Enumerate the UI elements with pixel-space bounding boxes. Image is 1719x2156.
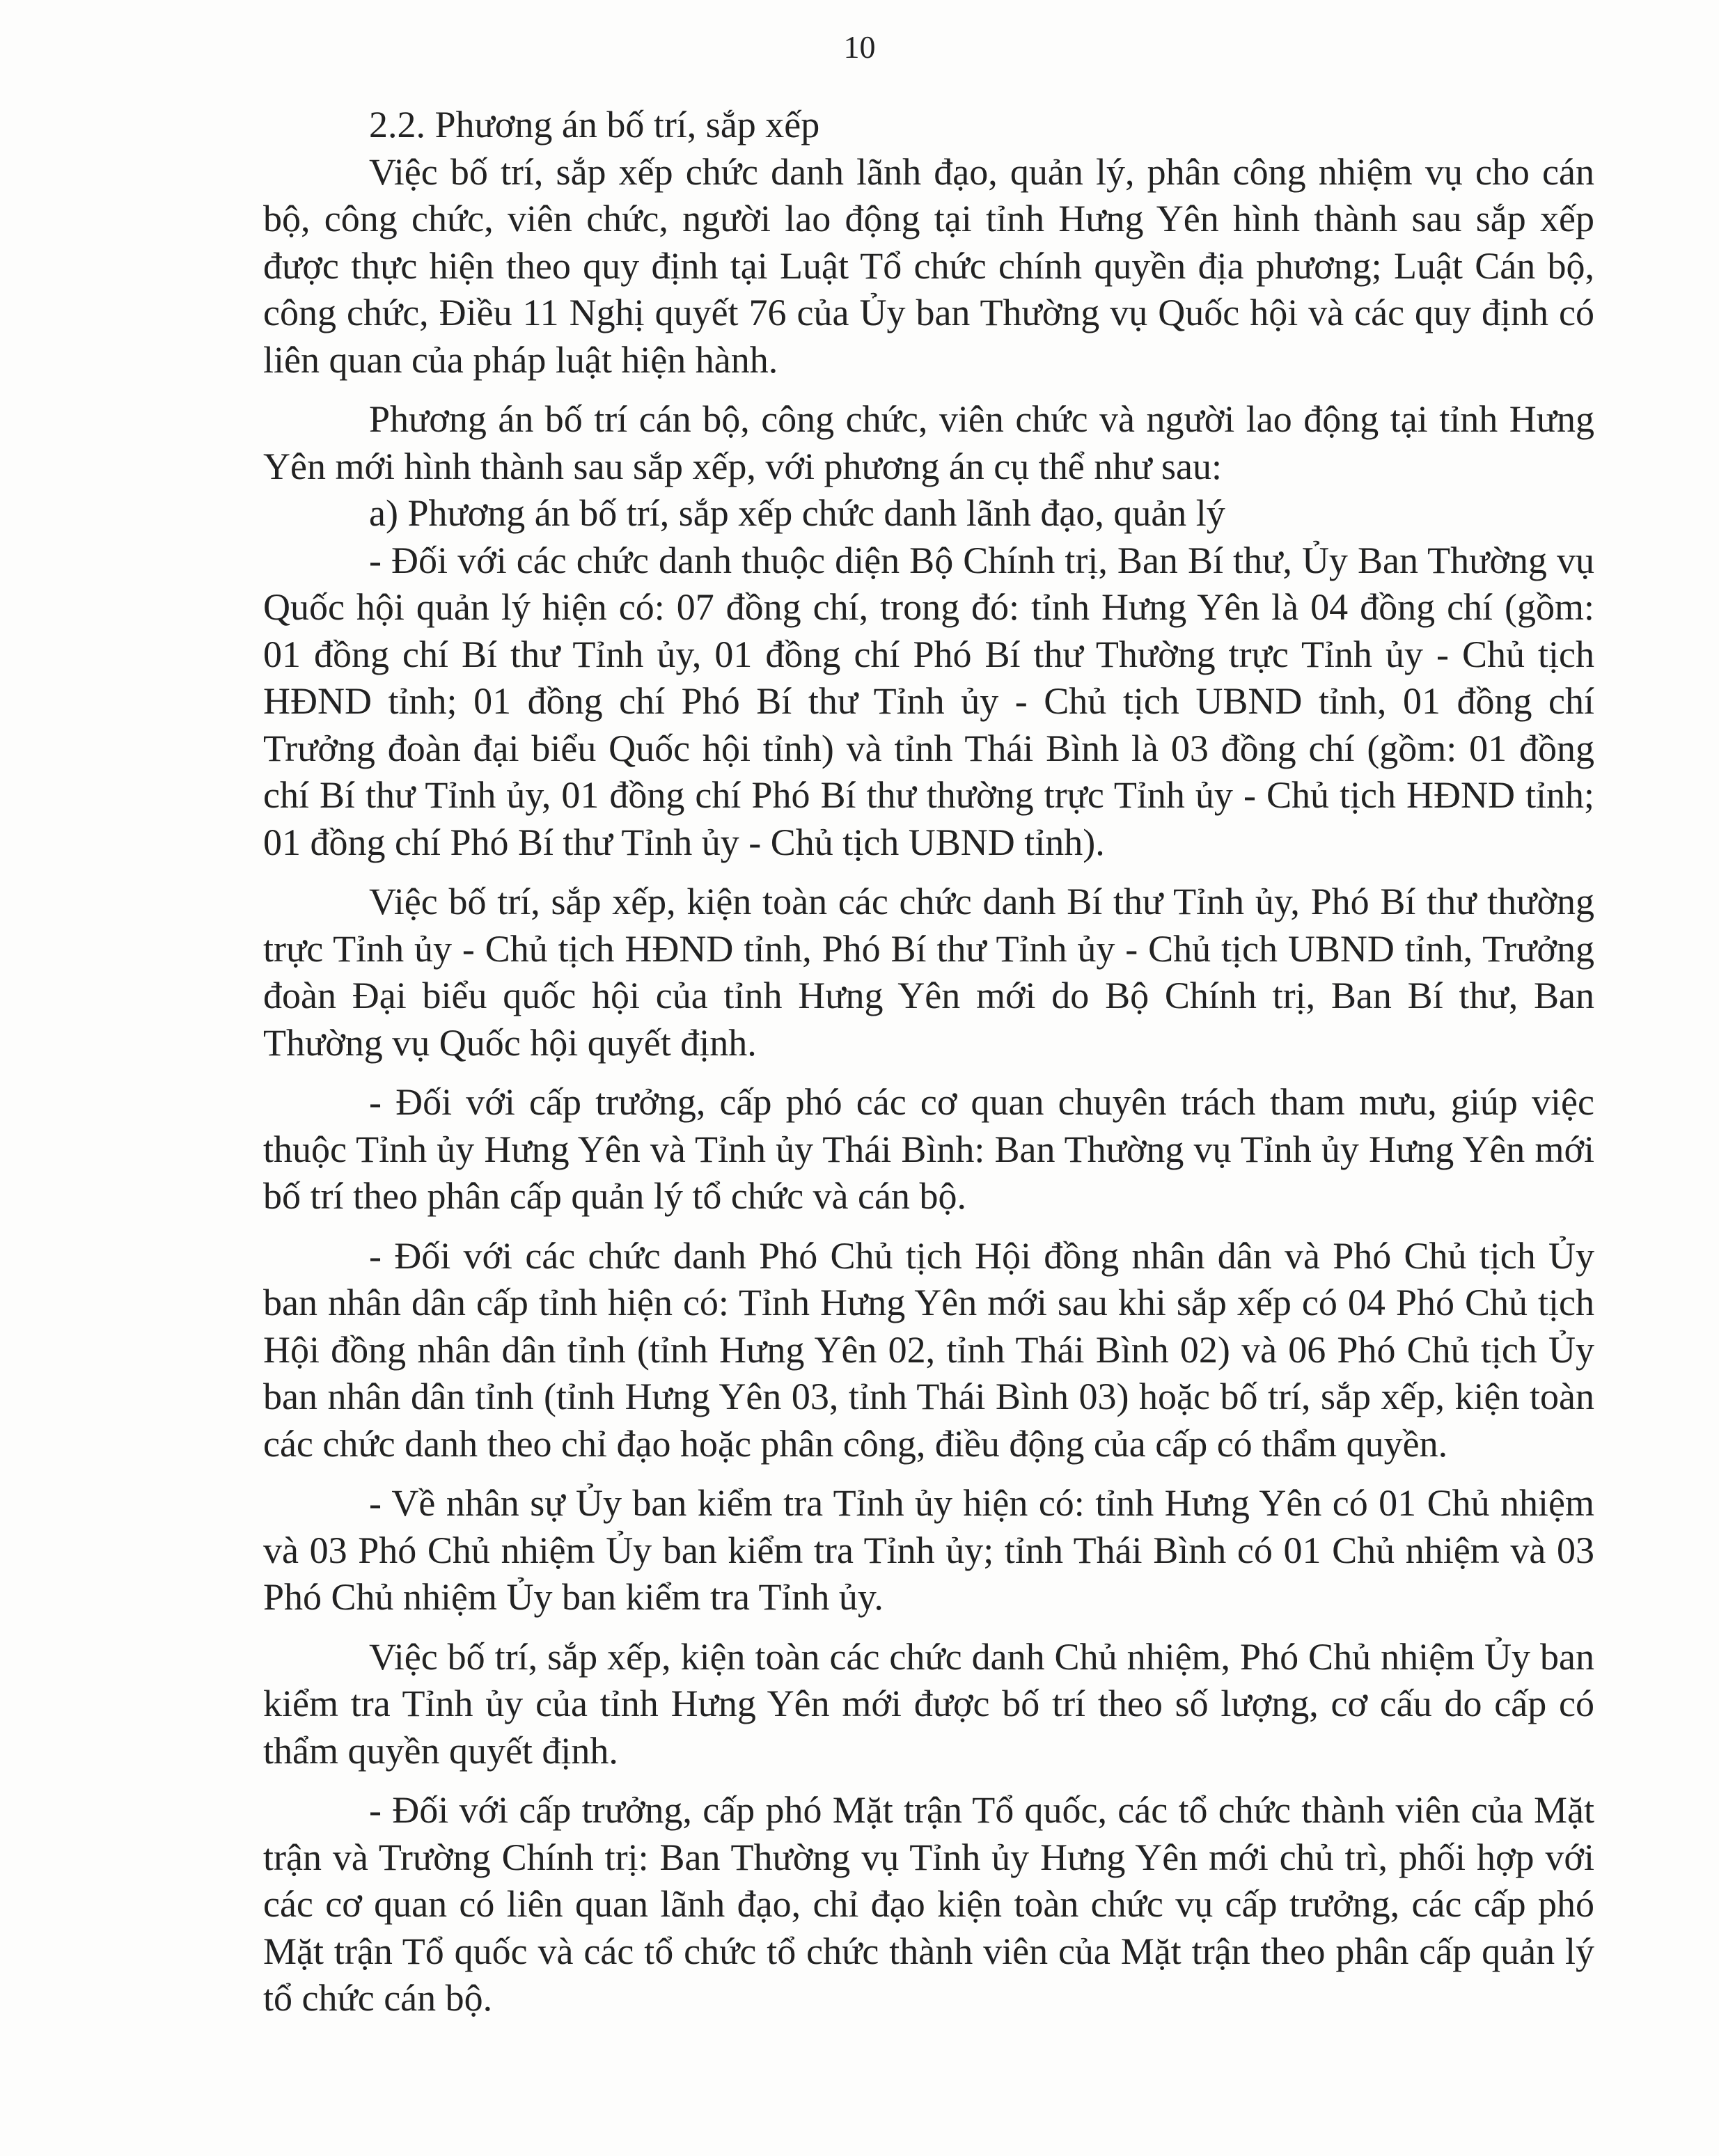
paragraph-vice-chairmen: - Đối với các chức danh Phó Chủ tịch Hội đồng nhân dân và Phó Chủ tịch Ủy ban nhân dân cấp tỉnh hiện có: Tỉnh Hưng Yên mới sau khi sắp xếp có 04 Phó Chủ tịch Hội đồng nhân dân tỉnh (tỉnh Hưng Yên 02, tỉnh Thái Bình 02) và 06 Phó Chủ tịch Ủy ban nhân dân tỉnh (tỉnh Hưng Yên 03, tỉnh Thái Bình 03) hoặc bố trí, sắp xếp, kiện toàn các chức danh theo chỉ đạo hoặc phân công, điều động của cấp có thẩm quyền.	[263, 1234, 1594, 1465]
paragraph-arrangement-plan: Phương án bố trí cán bộ, công chức, viên chức và người lao động tại tỉnh Hưng Yên mới hình thành sau sắp xếp, với phương án cụ thể như sau:	[263, 398, 1594, 487]
document-body	[263, 102, 1594, 2022]
paragraph-politburo-positions: - Đối với các chức danh thuộc diện Bộ Chính trị, Ban Bí thư, Ủy Ban Thường vụ Quốc hội quản lý hiện có: 07 đồng chí, trong đó: tỉnh Hưng Yên là 04 đồng chí (gồm: 01 đồng chí Bí thư Tỉnh ủy, 01 đồng chí Phó Bí thư Thường trực Tỉnh ủy - Chủ tịch HĐND tỉnh; 01 đồng chí Phó Bí thư Tỉnh ủy - Chủ tịch UBND tỉnh, 01 đồng chí Trưởng đoàn đại biểu Quốc hội tỉnh) và tỉnh Thái Bình là 03 đồng chí (gồm: 01 đồng chí Bí thư Tỉnh ủy, 01 đồng chí Phó Bí thư thường trực Tỉnh ủy - Chủ tịch HĐND tỉnh; 01 đồng chí Phó Bí thư Tỉnh ủy - Chủ tịch UBND tỉnh).	[263, 539, 1594, 863]
paragraph-advisory-agencies: - Đối với cấp trưởng, cấp phó các cơ quan chuyên trách tham mưu, giúp việc thuộc Tỉnh ủy Hưng Yên và Tỉnh ủy Thái Bình: Ban Thường vụ Tỉnh ủy Hưng Yên mới bố trí theo phân cấp quản lý tổ chức và cán bộ.	[263, 1081, 1594, 1217]
page-number: 10	[843, 29, 876, 65]
paragraph-inspection-committee: - Về nhân sự Ủy ban kiểm tra Tỉnh ủy hiện có: tỉnh Hưng Yên có 01 Chủ nhiệm và 03 Phó Chủ nhiệm Ủy ban kiểm tra Tỉnh ủy; tỉnh Thái Bình có 01 Chủ nhiệm và 03 Phó Chủ nhiệm Ủy ban kiểm tra Tỉnh ủy.	[263, 1482, 1594, 1618]
paragraph-subheading-a: a) Phương án bố trí, sắp xếp chức danh lãnh đạo, quản lý	[369, 492, 1225, 534]
section-heading: 2.2. Phương án bố trí, sắp xếp	[369, 104, 820, 145]
paragraph-arrangement-basis: Việc bố trí, sắp xếp chức danh lãnh đạo, quản lý, phân công nhiệm vụ cho cán bộ, công chức, viên chức, người lao động tại tỉnh Hưng Yên hình thành sau sắp xếp được thực hiện theo quy định tại Luật Tổ chức chính quyền địa phương; Luật Cán bộ, công chức, Điều 11 Nghị quyết 76 của Ủy ban Thường vụ Quốc hội và các quy định có liên quan của pháp luật hiện hành.	[263, 150, 1594, 381]
paragraph-party-secretary-arrangement: Việc bố trí, sắp xếp, kiện toàn các chức danh Bí thư Tỉnh ủy, Phó Bí thư thường trực Tỉnh ủy - Chủ tịch HĐND tỉnh, Phó Bí thư Tỉnh ủy - Chủ tịch UBND tỉnh, Trưởng đoàn Đại biểu quốc hội của tỉnh Hưng Yên mới do Bộ Chính trị, Ban Bí thư, Ban Thường vụ Quốc hội quyết định.	[263, 881, 1594, 1064]
paragraph-inspection-arrangement: Việc bố trí, sắp xếp, kiện toàn các chức danh Chủ nhiệm, Phó Chủ nhiệm Ủy ban kiểm tra Tỉnh ủy của tỉnh Hưng Yên mới được bố trí theo số lượng, cơ cấu do cấp có thẩm quyền quyết định.	[263, 1635, 1594, 1772]
paragraph-fatherland-front: - Đối với cấp trưởng, cấp phó Mặt trận Tổ quốc, các tổ chức thành viên của Mặt trận và Trường Chính trị: Ban Thường vụ Tỉnh ủy Hưng Yên mới chủ trì, phối hợp với các cơ quan có liên quan lãnh đạo, chỉ đạo kiện toàn chức vụ cấp trưởng, các cấp phó Mặt trận Tổ quốc và các tổ chức tổ chức thành viên của Mặt trận theo phân cấp quản lý tổ chức cán bộ.	[263, 1789, 1594, 2019]
